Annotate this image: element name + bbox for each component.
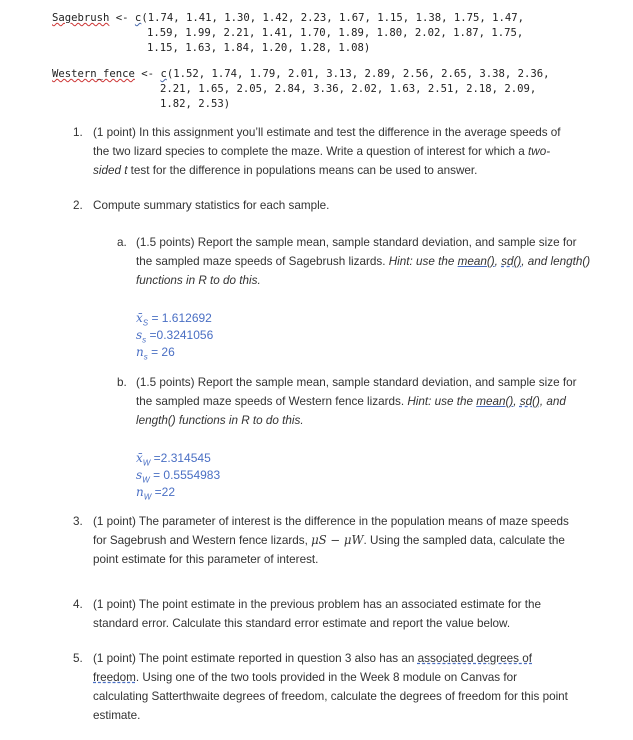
question-4-text: (1 point) The point estimate in the previous problem has an associated estimate for the standard error. Calculate this standard error estimate and report the value below.	[93, 598, 542, 630]
question-2a-text: (1.5 points) Report the sample mean, sample standard deviation, and sample size for the sampled maze speeds of Sagebrush lizards. Hint: use the mean(), sd(), and length() functions in R to do this.	[136, 236, 591, 287]
code-sagebrush-line1: Sagebrush <- c(1.74, 1.41, 1.30, 1.42, 2.23, 1.67, 1.15, 1.38, 1.75, 1.47,	[52, 12, 524, 24]
question-1-number: 1.	[73, 126, 83, 139]
code-c-function: c	[160, 68, 167, 80]
math-mu-difference: μS − μW	[311, 533, 364, 547]
question-3-text: (1 point) The parameter of interest is the difference in the population means of maze speeds for Sagebrush and Western fence lizards, μS − μW. Using the sampled data, calculate the point estimate for this parameter of interest.	[93, 515, 569, 566]
code-c-function: c	[134, 12, 142, 24]
question-2b-text: (1.5 points) Report the sample mean, sample standard deviation, and sample size for the sampled maze speeds of Western fence lizards. Hint: use the mean(), sd(), and length() functions in R to do this.	[136, 376, 577, 427]
question-2-text: Compute summary statistics for each sample.	[93, 199, 330, 212]
question-2-number: 2.	[73, 199, 83, 212]
answer-2a-sd: $s_s =0.3241056$	[136, 328, 214, 345]
question-3-number: 3.	[73, 515, 83, 528]
code-sagebrush-line2: 1.59, 1.99, 2.21, 1.41, 1.70, 1.89, 1.80, 2.02, 1.87, 1.75,	[147, 27, 524, 39]
link-degrees-of-freedom[interactable]: associated degrees of	[417, 652, 532, 665]
code-sagebrush-line3: 1.15, 1.63, 1.84, 1.20, 1.28, 1.08)	[147, 42, 371, 54]
answer-2b-n: $n_W =22$	[136, 485, 175, 502]
code-var-sagebrush: Sagebrush	[52, 12, 110, 24]
question-2a-letter: a.	[117, 236, 127, 249]
question-1-text: (1 point) In this assignment you’ll estimate and test the difference in the average speeds of the two lizard species to complete the maze. Write a question of interest for which a two- sided t test for the difference in populations means can be used to answer.	[93, 126, 561, 177]
code-western-line1: Western_fence <- c(1.52, 1.74, 1.79, 2.01, 3.13, 2.89, 2.56, 2.65, 3.38, 2.36,	[52, 68, 550, 80]
code-var-western: Western_fence	[52, 68, 135, 80]
link-freedom[interactable]: freedom	[93, 671, 136, 684]
code-western-line3: 1.82, 2.53)	[160, 98, 231, 110]
question-5-text: (1 point) The point estimate reported in question 3 also has an associated degrees of freedom. Using one of the two tools provided in the Week 8 module on Canvas for calculating Satterthwaite degrees of freedom, calculate the degrees of freedom for this point estimate.	[93, 652, 568, 722]
answer-2a-n: $n_s = 26$	[136, 345, 175, 362]
answer-2b-mean: $x̄_W =2.314545$	[136, 451, 211, 468]
answer-2b-sd: $s_W = 0.5554983$	[136, 468, 221, 485]
answer-2a-mean: $x̄_S = 1.612692$	[136, 311, 212, 328]
question-4-number: 4.	[73, 598, 83, 611]
question-2b-letter: b.	[117, 376, 127, 389]
code-western-line2: 2.21, 1.65, 2.05, 2.84, 3.36, 2.02, 1.63, 2.51, 2.18, 2.09,	[160, 83, 537, 95]
question-5-number: 5.	[73, 652, 83, 665]
